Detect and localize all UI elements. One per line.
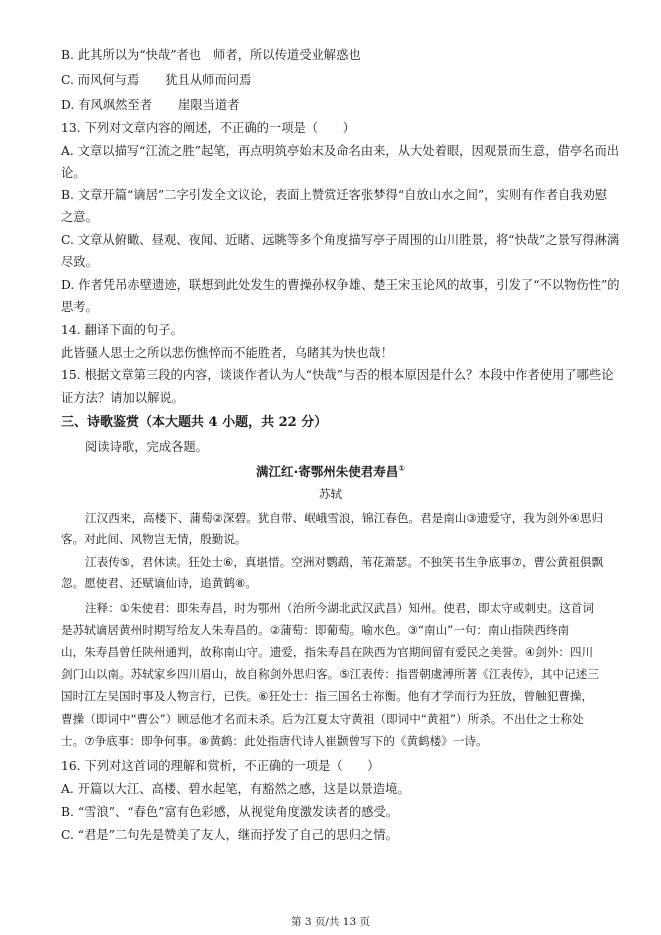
poem-para2-line2: 忽。愿使君、还赋谪仙诗，追黄鹤⑧。 [61, 576, 257, 590]
q12-option-d-left: D. 有风飒然至者 [61, 98, 153, 112]
q13-option-a-line2: 论。 [61, 166, 86, 180]
poem-title-text: 满江红·寄鄂州朱使君寿昌 [255, 464, 399, 479]
poem-note-line: 注释：①朱使君：即朱寿昌，时为鄂州（治所今湖北武汉武昌）知州。使君，即太守或刺史。这首词 [85, 601, 594, 615]
poem-title-note-mark: ① [398, 463, 406, 473]
q13-option-a-line1: A. 文章以描写“江流之胜”起笔，再点明筑亭始末及命名由来，从大处着眼，因观景而生意，借亭名而出 [61, 144, 620, 158]
poem-title [0, 462, 661, 480]
section-intro: 阅读诗歌，完成各题。 [85, 440, 208, 454]
poem-para1-line1: 江汉西来，高楼下、蒲萄②深碧。犹自带、岷峨雪浪，锦江春色。君是南山③遗爱守，我为剑外④思归 [85, 511, 604, 525]
q16-option-c: C. “君是”二句先是赞美了友人，继而抒发了自己的思归之情。 [61, 828, 398, 842]
poem-note-line: 山，朱寿昌曾任陕州通判，故称南山守。遗爱，指朱寿昌在陕西为官期间留有爱民之美誉。④剑外：四川 [61, 645, 594, 659]
poem-note-line: 国时江左吴国时事及人物言行，已佚。⑥狂处士：指三国名士祢衡。他有才学而行为狂放，曾触犯曹操， [61, 689, 594, 703]
q16-option-a: A. 开篇以大江、高楼、碧水起笔，有豁然之感，这是以景造境。 [61, 782, 410, 796]
q12-option-c [61, 71, 251, 89]
section-heading: 三、诗歌鉴赏（本大题共 4 小题，共 22 分） [61, 415, 328, 430]
poem-para2-line1: 江表传⑤，君休读。狂处士⑥，真堪惜。空洲对鹦鹉，苇花萧瑟。不独笑书生争底事⑦，曹公黄祖俱飘 [85, 555, 604, 569]
q12-option-b-left: B. 此其所以为“快哉”者也 [61, 48, 202, 62]
q16-option-b: B. “雪浪”、“春色”富有色彩感，从视觉角度激发读者的感受。 [61, 805, 399, 819]
q13-option-c-line2: 尽致。 [61, 255, 98, 269]
q13-option-c-line1: C. 文章从俯瞰、昼观、夜闻、近睹、远眺等多个角度描写亭子周围的山川胜景，将“快哉”之景写得淋漓 [61, 233, 620, 247]
poem-note-line: 剑门山以南。苏轼家乡四川眉山，故自称剑外思归客。⑤江表传：指晋朝虞溥所著《江表传》，其中记述三 [61, 667, 599, 681]
q13-option-d-line1: D. 作者凭吊赤壁遗迹，联想到此处发生的曹操孙权争雄、楚王宋玉论风的故事，引发了“不以物伤性”的 [61, 278, 620, 292]
q12-option-b-right: 师者，所以传道受业解惑也 [213, 48, 361, 62]
q12-option-d [61, 96, 240, 114]
page-number: 第 3 页/共 13 页 [291, 916, 370, 928]
q16-stem: 16. 下列对这首词的理解和赏析，不正确的一项是（ ） [61, 759, 380, 773]
q13-option-b-line2: 之意。 [61, 210, 98, 224]
q14-stem: 14. 翻译下面的句子。 [61, 323, 183, 337]
q13-stem: 13. 下列对文章内容的阐述，不正确的一项是（ ） [61, 121, 355, 135]
q12-option-d-right: 崖限当道者 [178, 98, 240, 112]
poem-note-line: 士。⑦争底事：即争何事。⑧黄鹤：此处指唐代诗人崔颢曾写下的《黄鹤楼》一诗。 [61, 734, 488, 748]
q15-line1: 15. 根据文章第三段的内容，谈谈作者认为人“快哉”与否的根本原因是什么？本段中作者使用了哪些论 [61, 368, 614, 382]
q14-sentence: 此皆骚人思士之所以悲伤憔悴而不能胜者，乌睹其为快也哉！ [61, 346, 394, 360]
poem-para1-line2: 客。对此间、风物岂无情，殷勤说。 [61, 532, 247, 546]
q12-option-c-right: 犹且从师而问焉 [165, 73, 252, 87]
poem-note-line: 是苏轼谪居黄州时期写给友人朱寿昌的。②蒲萄：即葡萄。喻水色。③“南山”一句：南山指陕西终南 [61, 623, 570, 637]
q13-option-d-line2: 思考。 [61, 300, 98, 314]
q15-line2: 证方法？请加以解说。 [61, 391, 184, 405]
q12-option-c-left: C. 而风何与焉 [61, 73, 140, 87]
q12-option-b [61, 46, 361, 64]
q13-option-b-line1: B. 文章开篇“谪居”二字引发全文议论，表面上赞赏迁客张梦得“自放山水之间”，实则有作者自我劝慰 [61, 188, 608, 202]
poem-note-line: 曹操（即词中“曹公”）顾忌他才名而未杀。后为江夏太守黄祖（即词中“黄祖”）所杀。不出仕之士称处 [61, 712, 584, 726]
poem-author: 苏轼 [318, 487, 343, 501]
